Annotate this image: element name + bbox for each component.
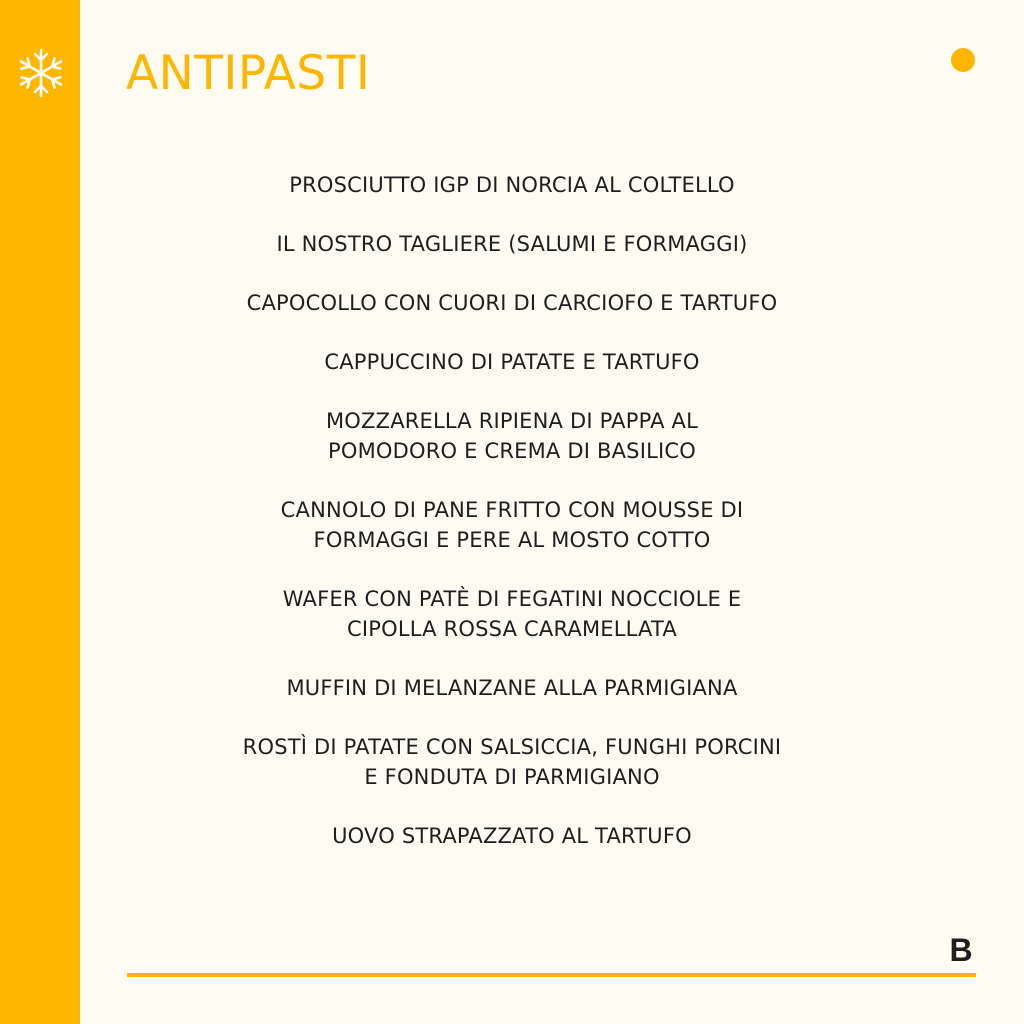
menu-item-line: IL NOSTRO TAGLIERE (SALUMI E FORMAGGI) bbox=[276, 232, 748, 256]
svg-text:B: B bbox=[949, 934, 973, 966]
menu-item-line: CAPOCOLLO CON CUORI DI CARCIOFO E TARTUFO bbox=[246, 291, 778, 315]
menu-item-line: POMODORO E CREMA DI BASILICO bbox=[328, 439, 696, 463]
brand-logo-icon bbox=[946, 934, 976, 966]
menu-list bbox=[140, 170, 884, 880]
page-title: ANTIPASTI bbox=[126, 46, 371, 101]
snowflake-icon bbox=[17, 47, 65, 99]
menu-item-line: CIPOLLA ROSSA CARAMELLATA bbox=[347, 617, 677, 641]
menu-item-line: PROSCIUTTO IGP DI NORCIA AL COLTELLO bbox=[289, 173, 735, 197]
menu-item-line: CAPPUCCINO DI PATATE E TARTUFO bbox=[324, 350, 700, 374]
footer-divider bbox=[127, 973, 976, 977]
menu-item bbox=[140, 673, 884, 703]
menu-item bbox=[140, 170, 884, 200]
menu-item bbox=[140, 229, 884, 259]
decorative-dot bbox=[951, 48, 975, 72]
menu-item-line: FORMAGGI E PERE AL MOSTO COTTO bbox=[313, 528, 711, 552]
menu-item-line: UOVO STRAPAZZATO AL TARTUFO bbox=[332, 824, 692, 848]
menu-item bbox=[140, 821, 884, 851]
sidebar-accent-bar bbox=[0, 0, 80, 1024]
menu-item bbox=[140, 584, 884, 644]
menu-item-line: MUFFIN DI MELANZANE ALLA PARMIGIANA bbox=[286, 676, 738, 700]
menu-item bbox=[140, 288, 884, 318]
menu-item bbox=[140, 406, 884, 466]
menu-item-line: CANNOLO DI PANE FRITTO CON MOUSSE DI bbox=[280, 498, 744, 522]
menu-item-line: WAFER CON PATÈ DI FEGATINI NOCCIOLE E bbox=[282, 587, 742, 611]
menu-item bbox=[140, 495, 884, 555]
menu-item-line: E FONDUTA DI PARMIGIANO bbox=[364, 765, 660, 789]
menu-item-line: ROSTÌ DI PATATE CON SALSICCIA, FUNGHI PORCINI bbox=[242, 735, 782, 759]
menu-item bbox=[140, 347, 884, 377]
menu-item bbox=[140, 732, 884, 792]
menu-item-line: MOZZARELLA RIPIENA DI PAPPA AL bbox=[325, 409, 699, 433]
